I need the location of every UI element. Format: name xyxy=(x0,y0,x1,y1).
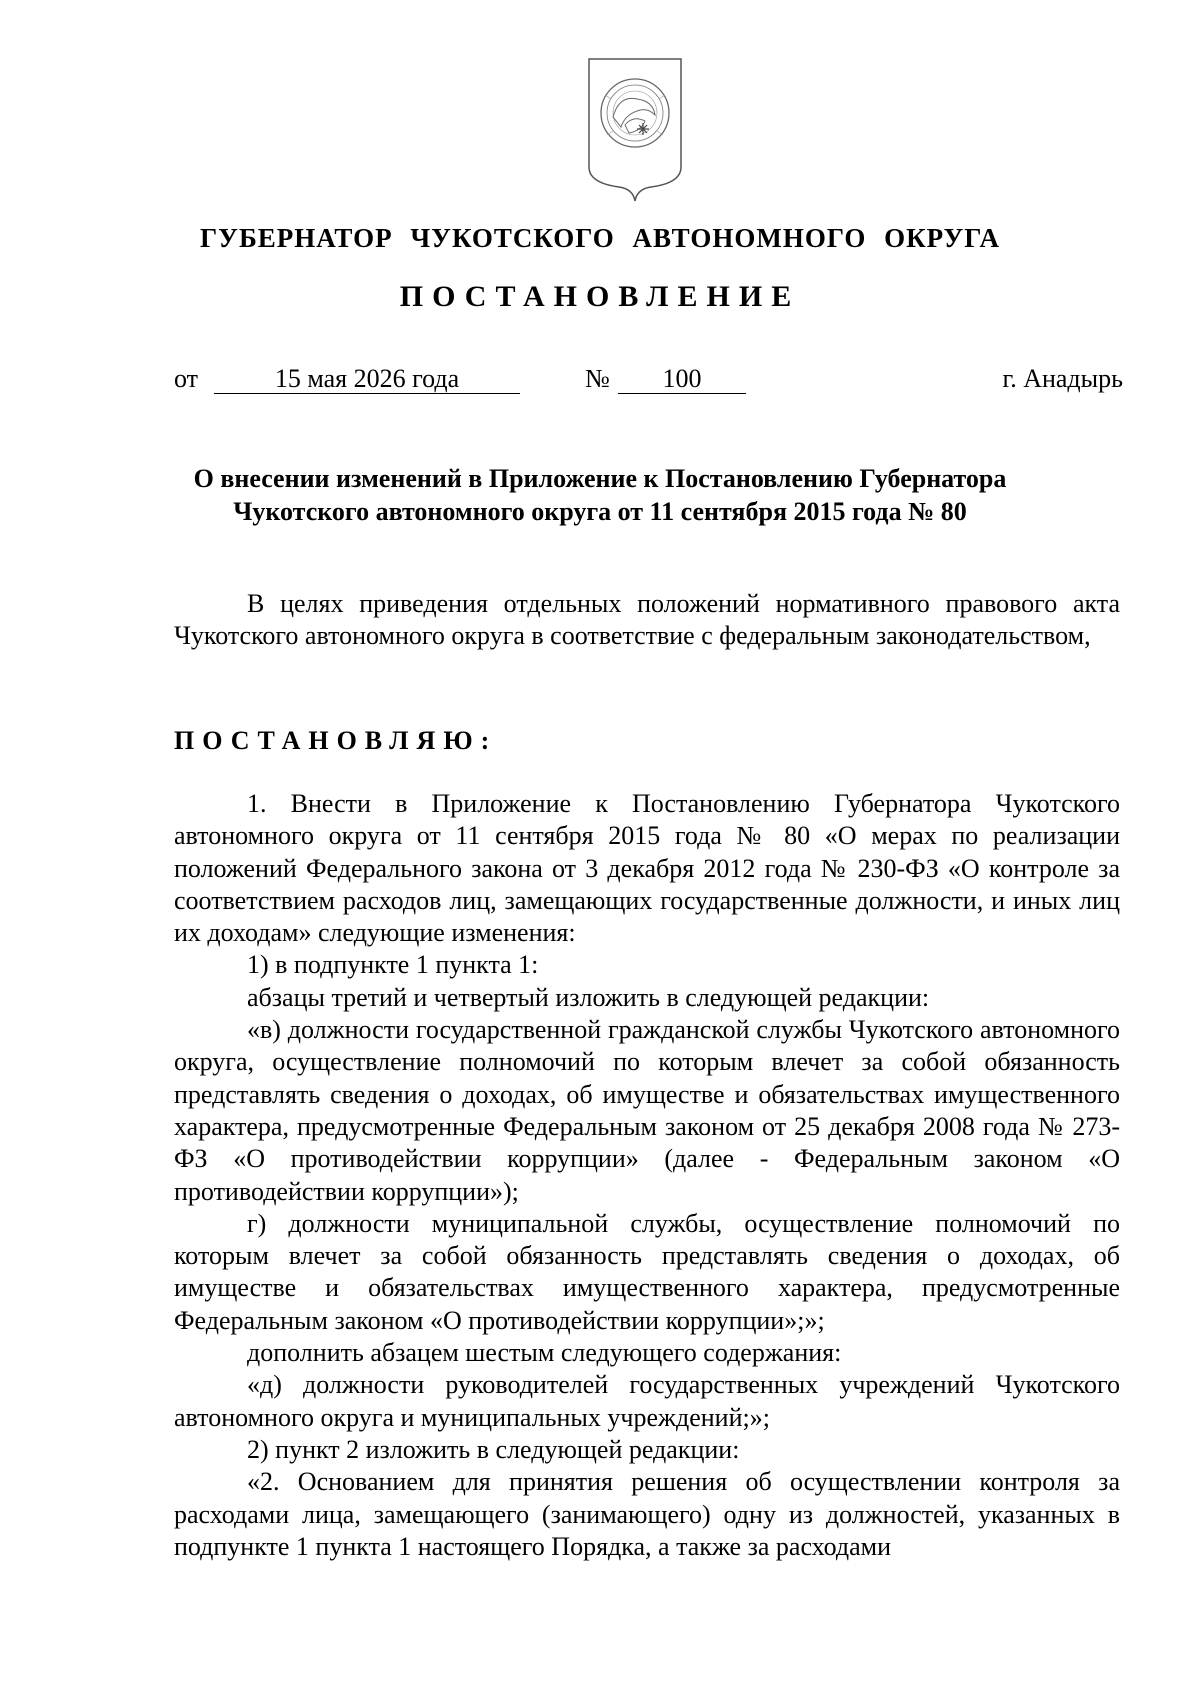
number-value: 100 xyxy=(618,364,746,394)
number-prefix: № xyxy=(585,364,610,393)
issuing-authority: ГУБЕРНАТОР ЧУКОТСКОГО АВТОНОМНОГО ОКРУГА xyxy=(199,223,1001,253)
date-value: 15 мая 2026 года xyxy=(214,364,520,394)
document-body xyxy=(174,788,1120,1563)
document-type: ПОСТАНОВЛЕНИЕ xyxy=(399,280,801,313)
preamble: В целях приведения отдельных положений нормативного правового акта Чукотского автономного округа в соответствие с федеральным законодательством, xyxy=(174,589,1120,650)
coat-of-arms-icon xyxy=(585,55,685,205)
document-subject xyxy=(0,462,1200,528)
body-paragraph: абзацы третий и четвертый изложить в следующей редакции: xyxy=(247,982,930,1012)
body-paragraph: «2. Основанием для принятия решения об осуществлении контроля за расходами лица, замещающего (занимающего) одну из должностей, указанных в подпункте 1 пункта 1 настоящего Порядка, а также за расходами xyxy=(174,1467,1120,1561)
city: г. Анадырь xyxy=(1002,364,1123,393)
body-paragraph: 1. Внести в Приложение к Постановлению Губернатора Чукотского автономного округа от 11 сентября 2015 года № 80 «О мерах по реализации положений Федерального закона от 3 декабря 2012 года № 230-ФЗ «О контроле за соответствием расходов лиц, замещающих государственные должности, и иных лиц их доходам» следующие изменения: xyxy=(174,789,1120,948)
subject-line-1: О внесении изменений в Приложение к Постановлению Губернатора xyxy=(193,464,1007,493)
date-prefix: от xyxy=(174,364,199,393)
subject-line-2: Чукотского автономного округа от 11 сентября 2015 года № 80 xyxy=(233,497,967,526)
body-paragraph: дополнить абзацем шестым следующего содержания: xyxy=(247,1338,842,1368)
number-field xyxy=(618,364,746,394)
body-paragraph: «в) должности государственной гражданской службы Чукотского автономного округа, осуществление полномочий по которым влечет за собой обязанность представлять сведения о доходах, об имуществе и обязательствах имущественного характера, предусмотренные Федеральным законом от 25 декабря 2008 года № 273-ФЗ «О противодействии коррупции» (далее - Федеральным законом «О противодействии коррупции»); xyxy=(174,1015,1120,1206)
body-paragraph: г) должности муниципальной службы, осуществление полномочий по которым влечет за собой обязанность представлять сведения о доходах, об имуществе и обязательствах имущественного характера, предусмотренные Федеральным законом «О противодействии коррупции»;»; xyxy=(174,1208,1120,1335)
resolve-heading: ПОСТАНОВЛЯЮ: xyxy=(174,726,498,755)
body-paragraph: 2) пункт 2 изложить в следующей редакции: xyxy=(247,1434,740,1464)
body-paragraph: 1) в подпункте 1 пункта 1: xyxy=(247,950,539,980)
date-field xyxy=(214,364,520,394)
body-paragraph: «д) должности руководителей государственных учреждений Чукотского автономного округа и муниципальных учреждений;»; xyxy=(174,1370,1120,1432)
